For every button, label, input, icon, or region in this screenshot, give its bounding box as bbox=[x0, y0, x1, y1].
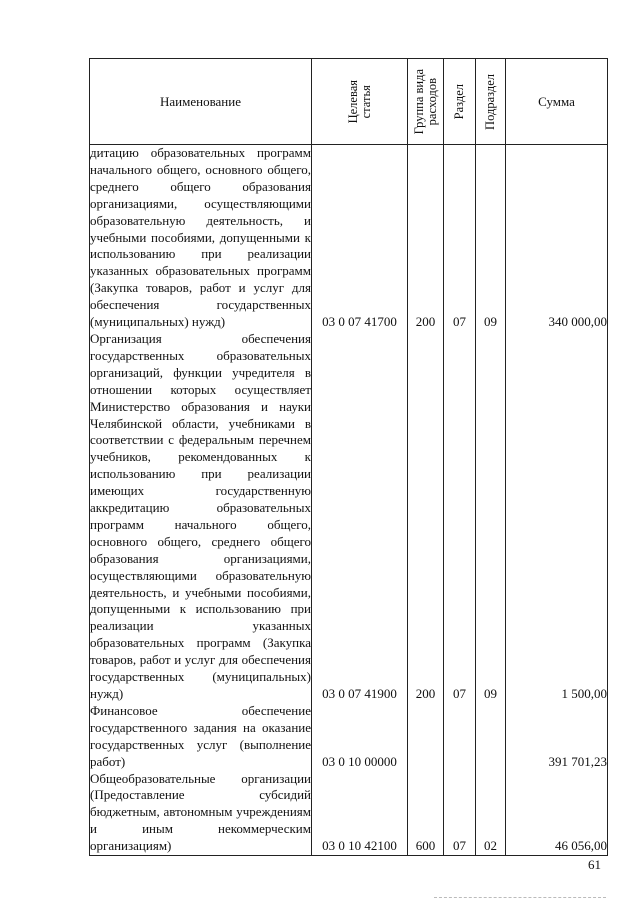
cell-subsection bbox=[476, 703, 506, 771]
cell-sum: 340 000,00 bbox=[506, 145, 608, 331]
budget-table bbox=[89, 58, 608, 856]
cell-sum: 1 500,00 bbox=[506, 331, 608, 703]
cell-group: 200 bbox=[408, 331, 444, 703]
header-target bbox=[312, 59, 408, 145]
cell-subsection: 09 bbox=[476, 331, 506, 703]
cell-target: 03 0 07 41900 bbox=[312, 331, 408, 703]
cell-sum: 46 056,00 bbox=[506, 771, 608, 856]
cell-name: Общеобразовательные организации (Предоставление субсидий бюджетным, автономным учреждениям и иным некоммерческим организациям) bbox=[90, 771, 312, 856]
cell-section: 07 bbox=[444, 331, 476, 703]
cell-target: 03 0 07 41700 bbox=[312, 145, 408, 331]
table-row bbox=[90, 703, 608, 771]
cell-section bbox=[444, 703, 476, 771]
cell-name: Организация обеспечения государственных образовательных организаций, функции учредителя в отношении которых осуществляет Министерство образования и науки Челябинской области, учебниками в соответствии с федеральным перечнем учебников, рекомендованных к использованию при реализации имеющих государственную аккредитацию образовательных программ начального общего, основного общего, среднего общего образования организациями, осуществляющими образовательную деятельность, и учебными пособиями, допущенными к использованию при реализации указанных образовательных программ (Закупка товаров, работ и услуг для обеспечения государственных (муниципальных) нужд) bbox=[90, 330, 311, 701]
cell-section: 07 bbox=[444, 771, 476, 856]
header-section bbox=[444, 59, 476, 145]
footer-divider bbox=[434, 897, 606, 898]
cell-name: дитацию образовательных программ начального общего, основного общего, среднего общего образования организациями, осуществляющими образовательную деятельность, и учебными пособиями, допущенными к использованию при реализации указанных образовательных программ (Закупка товаров, работ и услуг для обеспечения государственных (муниципальных) нужд) bbox=[90, 145, 311, 330]
cell-section: 07 bbox=[444, 145, 476, 331]
cell-subsection: 02 bbox=[476, 771, 506, 856]
page-number: 61 bbox=[588, 857, 601, 872]
table-header-row bbox=[90, 59, 608, 145]
header-name: Наименование bbox=[90, 59, 312, 145]
header-subsection-label: Подраздел bbox=[483, 73, 497, 130]
table-row bbox=[90, 145, 608, 331]
header-sum: Сумма bbox=[506, 59, 608, 145]
table-row bbox=[90, 331, 608, 703]
table-row bbox=[90, 771, 608, 856]
cell-group: 200 bbox=[408, 145, 444, 331]
cell-subsection: 09 bbox=[476, 145, 506, 331]
header-section-label: Раздел bbox=[452, 83, 466, 120]
cell-target: 03 0 10 42100 bbox=[312, 771, 408, 856]
header-target-label: Целевая статья bbox=[345, 79, 373, 124]
cell-sum: 391 701,23 bbox=[506, 703, 608, 771]
cell-group: 600 bbox=[408, 771, 444, 856]
header-group-label: Группа вида расходов bbox=[411, 68, 439, 135]
cell-target: 03 0 10 00000 bbox=[312, 703, 408, 771]
header-group bbox=[408, 59, 444, 145]
header-subsection bbox=[476, 59, 506, 145]
cell-group bbox=[408, 703, 444, 771]
cell-name: Финансовое обеспечение государственного задания на оказание государственных услуг (выполнение работ) bbox=[90, 702, 311, 769]
